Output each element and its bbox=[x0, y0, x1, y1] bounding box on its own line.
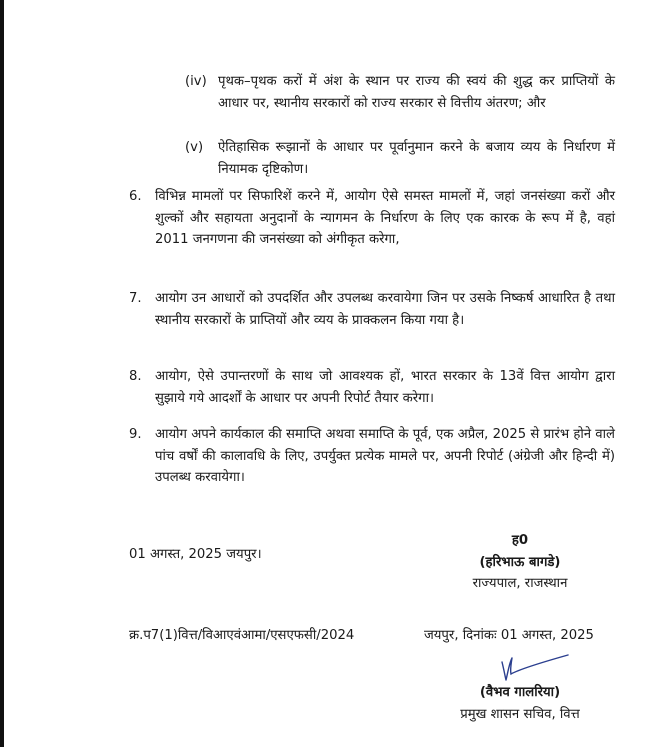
signatory-designation: राज्यपाल, राजस्थान bbox=[472, 576, 568, 591]
sub-item-v bbox=[185, 137, 615, 180]
signature-mark: ह0 bbox=[511, 533, 529, 548]
governor-signature-block bbox=[440, 530, 600, 595]
paragraph-number: 9. bbox=[129, 427, 142, 442]
signatory-designation: प्रमुख शासन सचिव, वित्त bbox=[460, 706, 580, 722]
date-place: 01 अगस्त, 2025 जयपुर। bbox=[129, 547, 262, 562]
paragraph-text: विभिन्न मामलों पर सिफारिशें करने में, आयोग ऐसे समस्त मामलों में, जहां जनसंख्या करों और शुल्कों और सहायता अनुदानों के न्यागमन के निर्धारण के लिए एक कारक के रूप में है, वहां 2011 जनगणना की जनसंख्या को अंगीकृत करेगा, bbox=[155, 189, 615, 247]
paragraph-6 bbox=[129, 186, 615, 251]
paragraph-text: आयोग उन आधारों को उपदर्शित और उपलब्ध करवायेगा जिन पर उसके निष्कर्ष आधारित है तथा स्थानीय सरकारों के प्राप्तियों और व्यय के प्राक्कलन किया गया है। bbox=[155, 291, 615, 328]
paragraph-8 bbox=[129, 366, 615, 409]
handwritten-signature bbox=[496, 652, 576, 686]
paragraph-number: 7. bbox=[129, 291, 142, 306]
paragraph-9 bbox=[129, 424, 615, 489]
reference-date: जयपुर, दिनांकः 01 अगस्त, 2025 bbox=[424, 628, 594, 643]
reference-number: क्र.प7(1)वित्त/विआएवंआमा/एसएफसी/2024 bbox=[129, 628, 355, 643]
signatory-name: (हरिभाऊ बागडे) bbox=[479, 554, 561, 570]
sub-item-text: ऐतिहासिक रूझानों के आधार पर पूर्वानुमान करने के बजाय व्यय के निर्धारण में नियामक दृष्टिकोण। bbox=[218, 140, 615, 177]
paragraph-7 bbox=[129, 288, 615, 331]
paragraph-number: 6. bbox=[129, 189, 142, 204]
sub-item-text: पृथक–पृथक करों में अंश के स्थान पर राज्य की स्वयं की शुद्ध कर प्राप्तियों के आधार पर, स्थानीय सरकारों को राज्य सरकार से वित्तीय अंतरण; और bbox=[218, 74, 615, 111]
signatory-name: (वैभव गालरिया) bbox=[479, 685, 561, 700]
sub-item-iv bbox=[185, 71, 615, 114]
sub-item-number: (v) bbox=[185, 140, 204, 155]
sub-item-number: (iv) bbox=[185, 74, 207, 89]
secretary-signature-block bbox=[440, 682, 600, 725]
paragraph-text: आयोग, ऐसे उपान्तरणों के साथ जो आवश्यक हों, भारत सरकार के 13वें वित्त आयोग द्वारा सुझाये गये आदर्शों के आधार पर अपनी रिपोर्ट तैयार करेगा। bbox=[155, 369, 615, 406]
paragraph-text: आयोग अपने कार्यकाल की समाप्ति अथवा समाप्ति के पूर्व, एक अप्रैल, 2025 से प्रारंभ होने वाले पांच वर्षों की कालावधि के लिए, उपर्युक्त प्रत्येक मामले पर, अपनी रिपोर्ट (अंग्रेजी और हिन्दी में) उपलब्ध करवायेगा। bbox=[155, 427, 615, 485]
paragraph-number: 8. bbox=[129, 369, 142, 384]
